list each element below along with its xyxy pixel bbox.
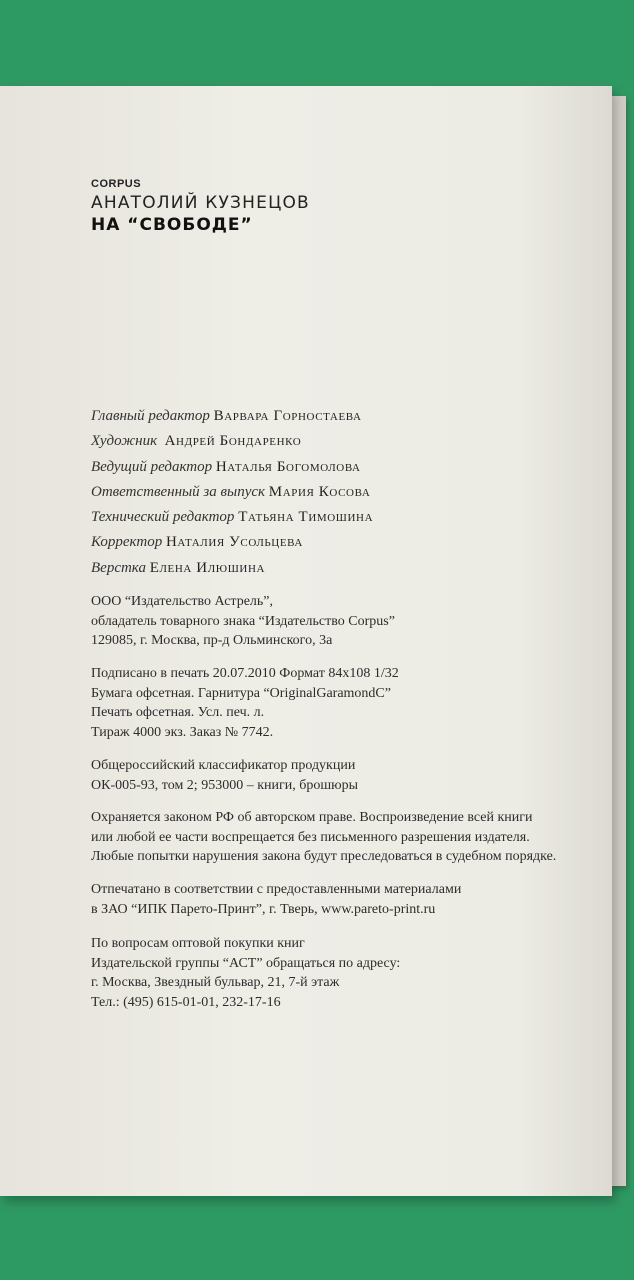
text-line: в ЗАО “ИПК Парето-Принт”, г. Тверь, www.pareto-print.ru	[91, 901, 436, 917]
text-line: По вопросам оптовой покупки книг	[91, 936, 305, 951]
credit-name: Наталия Усольцева	[165, 534, 303, 551]
print-details	[91, 664, 399, 742]
text-line: Печать офсетная. Усл. печ. л.	[91, 705, 265, 720]
book-title: НА “СВОБОДЕ”	[91, 215, 253, 235]
text-line: ОК-005-93, том 2; 953000 – книги, брошюры	[91, 777, 358, 793]
text-line: обладатель товарного знака “Издательство Corpus”	[91, 613, 395, 629]
text-line: Общероссийский классификатор продукции	[91, 758, 356, 773]
printing-house	[91, 880, 461, 919]
credit-name: Андрей Бондаренко	[164, 433, 302, 450]
credit-name: Елена Илюшина	[149, 559, 266, 576]
text-line: ООО “Издательство Астрель”,	[91, 594, 274, 609]
text-line: Отпечатано в соответствии с предоставленными материалами	[91, 882, 462, 897]
credit-line	[91, 455, 373, 480]
text-line: Тираж 4000 экз. Заказ № 7742.	[91, 724, 274, 740]
credit-name: Татьяна Тимошина	[238, 509, 374, 526]
book-author: АНАТОЛИЙ КУЗНЕЦОВ	[91, 193, 310, 213]
wholesale-contacts	[91, 934, 400, 1012]
credit-role: Верстка	[91, 559, 146, 576]
text-line: г. Москва, Звездный бульвар, 21, 7-й этаж	[91, 975, 340, 990]
credit-role: Художник	[91, 433, 158, 450]
credit-name: Наталья Богомолова	[215, 458, 361, 475]
credit-line	[91, 556, 373, 581]
credit-role: Главный редактор	[91, 408, 210, 424]
text-line: 129085, г. Москва, пр-д Ольминского, 3а	[91, 633, 333, 648]
text-line: Охраняется законом РФ об авторском праве. Воспроизведение всей книги	[91, 810, 533, 825]
credit-role: Ответственный за выпуск	[91, 483, 266, 500]
text-line: Тел.: (495) 615-01-01, 232-17-16	[91, 994, 281, 1010]
book-page	[0, 86, 612, 1196]
publisher-brand: CORPUS	[91, 178, 142, 190]
text-line: Подписано в печать 20.07.2010 Формат 84x108 1/32	[91, 666, 399, 681]
text-line: Издательской группы “АСТ” обращаться по адресу:	[91, 955, 401, 971]
credit-role: Корректор	[91, 534, 163, 551]
text-line: Бумага офсетная. Гарнитура “OriginalGaramondC”	[91, 685, 391, 701]
credit-line	[91, 480, 373, 505]
credit-role: Ведущий редактор	[91, 458, 213, 475]
credit-name: Варвара Горностаева	[213, 408, 362, 424]
text-line: Любые попытки нарушения закона будут преследоваться в судебном порядке.	[91, 849, 557, 864]
credit-line	[91, 429, 373, 454]
copyright-notice	[91, 808, 556, 867]
credit-line	[91, 530, 373, 555]
credits-list	[91, 404, 373, 581]
imprint-header	[91, 178, 310, 235]
credit-name: Мария Косова	[268, 483, 371, 500]
product-classifier	[91, 756, 358, 795]
credit-role: Технический редактор	[91, 509, 235, 526]
publisher-info	[91, 592, 395, 651]
credit-line	[91, 404, 373, 429]
credit-line	[91, 505, 373, 530]
text-line: или любой ее части воспрещается без письменного разрешения издателя.	[91, 829, 530, 845]
